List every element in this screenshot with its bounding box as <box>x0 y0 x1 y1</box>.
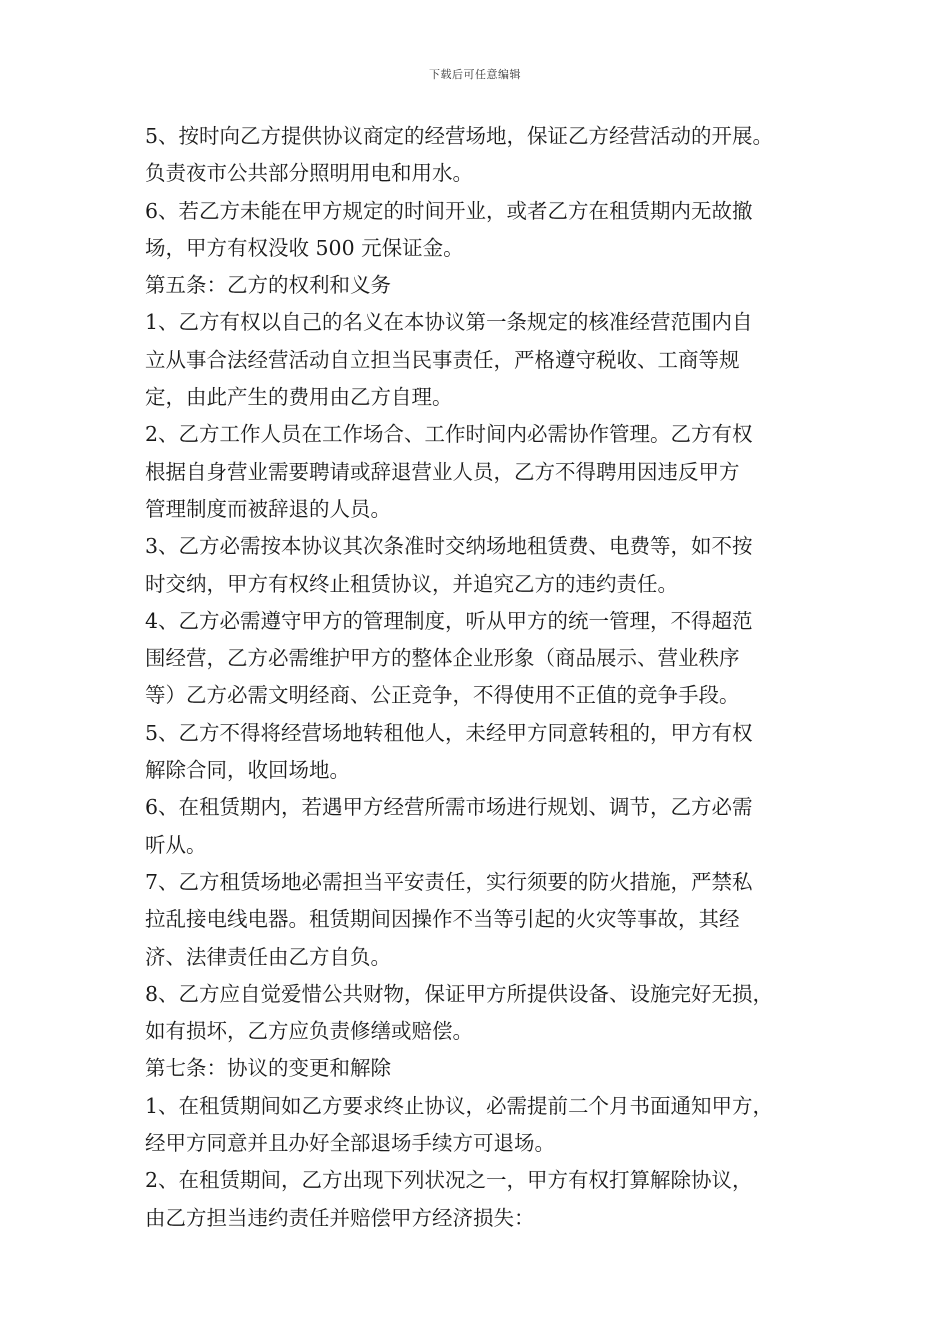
text-line: 时交纳，甲方有权终止租赁协议，并追究乙方的违约责任。 <box>145 571 678 596</box>
text-line: 4、乙方必需遵守甲方的管理制度，听从甲方的统一管理，不得超范 <box>145 608 753 633</box>
text-line: 5、按时向乙方提供协议商定的经营场地，保证乙方经营活动的开展。 <box>145 124 774 148</box>
text-line: 解除合同，收回场地。 <box>145 758 350 783</box>
document-body <box>145 118 825 1237</box>
text-line: 6、在租赁期内，若遇甲方经营所需市场进行规划、调节，乙方必需 <box>145 795 753 820</box>
text-line: 经甲方同意并且办好全部退场手续方可退场。 <box>145 1131 555 1156</box>
text-line: 6、若乙方未能在甲方规定的时间开业，或者乙方在租赁期内无故撤 <box>145 198 753 223</box>
text-line: 场，甲方有权没收 500 元保证金。 <box>145 235 464 260</box>
text-line: 如有损坏，乙方应负责修缮或赔偿。 <box>145 1019 473 1044</box>
text-line: 2、在租赁期间，乙方出现下列状况之一，甲方有权打算解除协议， <box>145 1168 753 1193</box>
text-line: 立从事合法经营活动自立担当民事责任，严格遵守税收、工商等规 <box>145 347 740 372</box>
text-line: 围经营，乙方必需维护甲方的整体企业形象（商品展示、营业秩序 <box>145 646 740 671</box>
text-line: 听从。 <box>145 832 207 857</box>
text-line: 负责夜市公共部分照明用电和用水。 <box>145 161 473 186</box>
text-line: 7、乙方租赁场地必需担当平安责任，实行须要的防火措施，严禁私 <box>145 869 753 894</box>
text-line: 2、乙方工作人员在工作场合、工作时间内必需协作管理。乙方有权 <box>145 422 753 447</box>
text-line: 济、法律责任由乙方自负。 <box>145 944 391 969</box>
text-line: 1、乙方有权以自己的名义在本协议第一条规定的核准经营范围内自 <box>145 310 753 335</box>
page-header: 下载后可任意编辑 <box>429 68 521 81</box>
section-heading: 第五条：乙方的权利和义务 <box>145 273 391 298</box>
text-line: 5、乙方不得将经营场地转租他人，未经甲方同意转租的，甲方有权 <box>145 720 753 745</box>
text-line: 等）乙方必需文明经商、公正竞争，不得使用不正值的竞争手段。 <box>145 683 740 708</box>
text-line: 定，由此产生的费用由乙方自理。 <box>145 385 453 410</box>
text-line: 根据自身营业需要聘请或辞退营业人员，乙方不得聘用因违反甲方 <box>145 459 740 484</box>
text-line: 管理制度而被辞退的人员。 <box>145 496 391 521</box>
text-line: 由乙方担当违约责任并赔偿甲方经济损失： <box>145 1205 535 1230</box>
section-heading: 第七条：协议的变更和解除 <box>145 1056 391 1081</box>
text-line: 1、在租赁期间如乙方要求终止协议，必需提前二个月书面通知甲方， <box>145 1093 774 1118</box>
text-line: 拉乱接电线电器。租赁期间因操作不当等引起的火灾等事故，其经 <box>145 907 740 932</box>
text-line: 8、乙方应自觉爱惜公共财物，保证甲方所提供设备、设施完好无损， <box>145 981 774 1006</box>
text-line: 3、乙方必需按本协议其次条准时交纳场地租赁费、电费等，如不按 <box>145 534 753 559</box>
